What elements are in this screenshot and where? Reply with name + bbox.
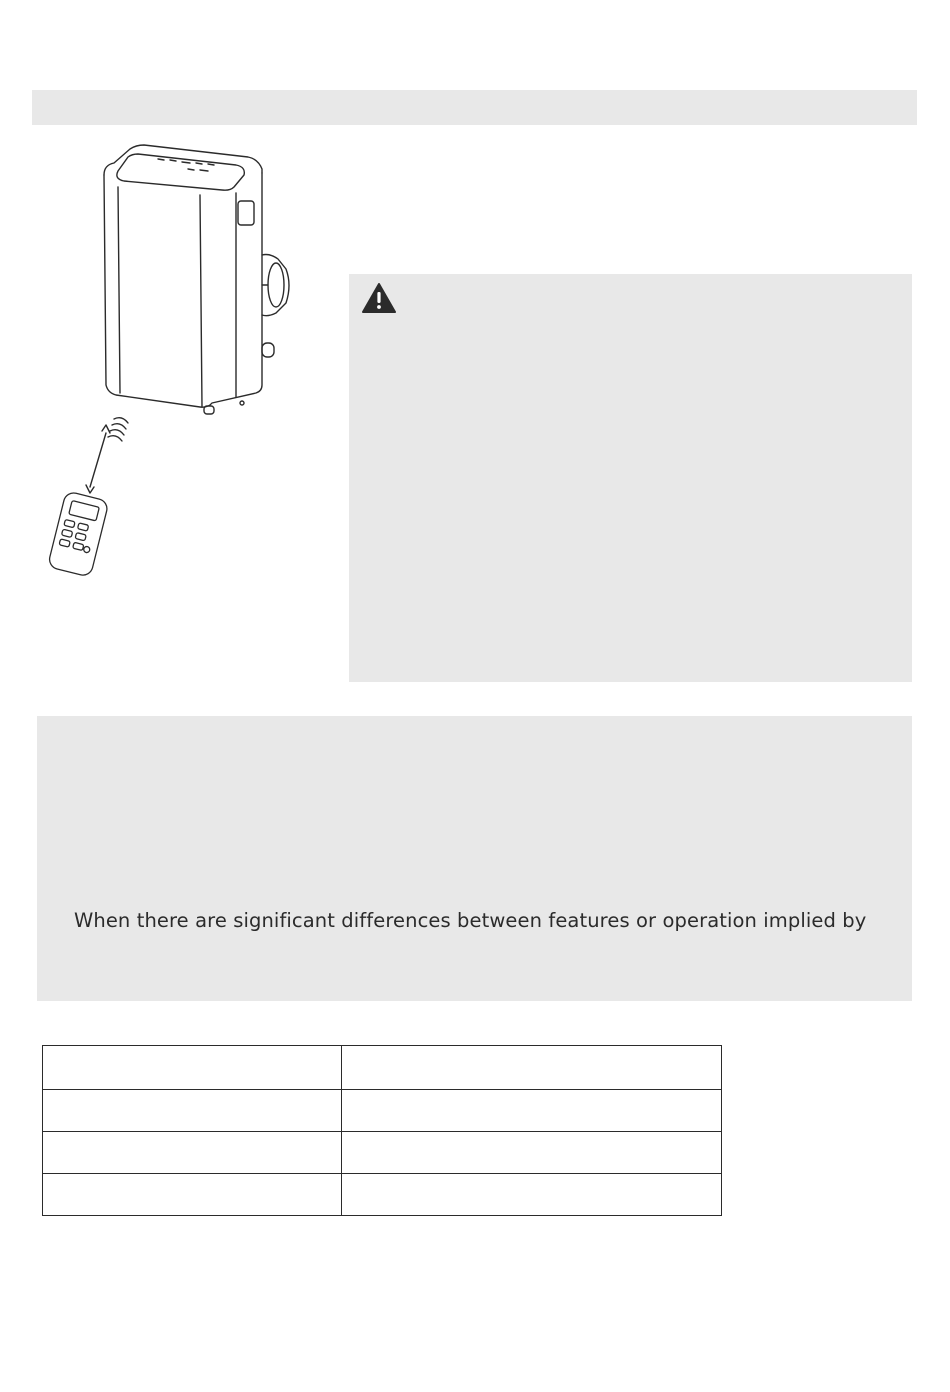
- table-cell: [342, 1132, 722, 1174]
- table-cell: [342, 1174, 722, 1216]
- table-row: [43, 1174, 722, 1216]
- table-row: [43, 1090, 722, 1132]
- table-cell: [43, 1046, 342, 1090]
- table-cell: [43, 1090, 342, 1132]
- section-header-bar: [32, 90, 917, 125]
- ac-control-panel: [117, 154, 244, 190]
- note-text: When there are significant differences between features or operation implied by: [74, 909, 867, 932]
- table-cell: [43, 1174, 342, 1216]
- note-panel: [37, 716, 912, 1001]
- table-row: [43, 1132, 722, 1174]
- table-cell: [342, 1090, 722, 1132]
- warning-panel: [349, 274, 912, 682]
- remote-control: [47, 491, 109, 577]
- warning-triangle-icon: [361, 282, 397, 314]
- table-cell: [342, 1046, 722, 1090]
- table-cell: [43, 1132, 342, 1174]
- spec-table: [42, 1045, 722, 1216]
- portable-ac-illustration: [40, 135, 340, 585]
- table-row: [43, 1046, 722, 1090]
